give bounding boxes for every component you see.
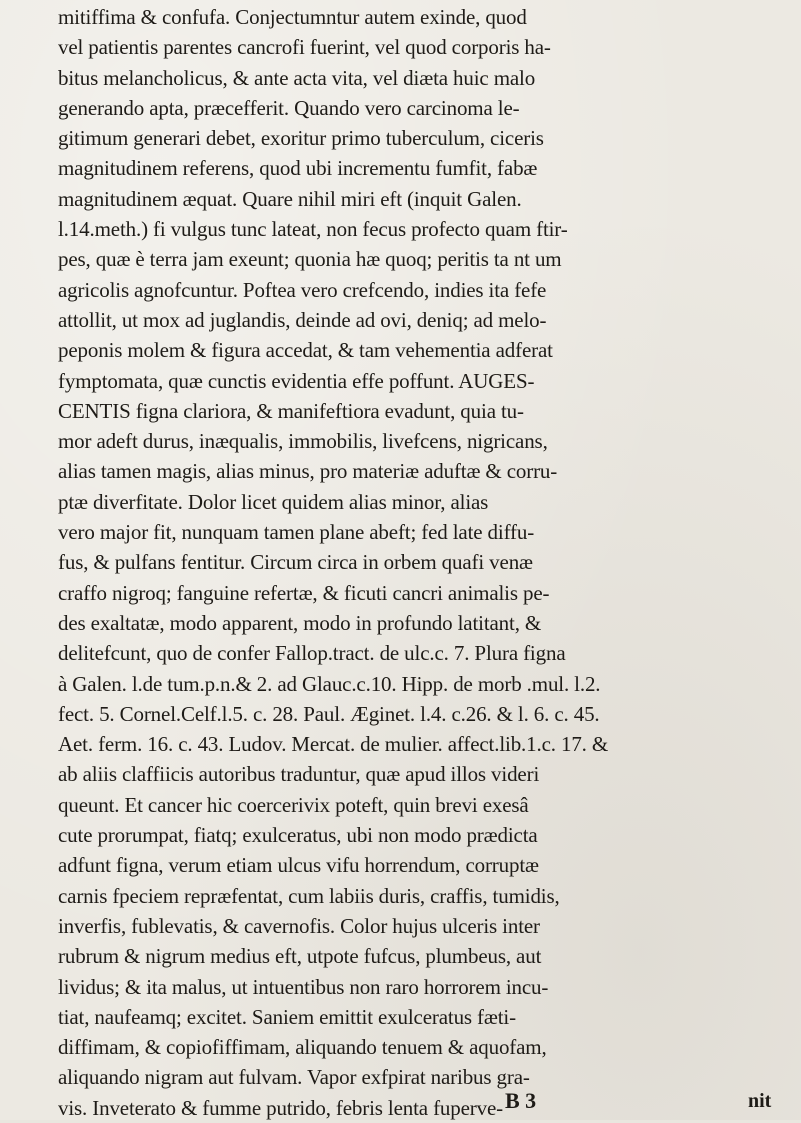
text-line: ptæ diverfitate. Dolor licet quidem alias minor, alias [58,489,489,514]
text-line: vis. Inveterato & fumme putrido, febris lenta fuperve- [58,1095,503,1120]
text-line: adfunt figna, verum etiam ulcus vifu horrendum, corruptæ [58,853,539,878]
text-line: craffo nigroq; fanguine refertæ, & ficuti cancri animalis pe- [58,580,550,605]
page-footer [0,1088,801,1118]
text-line: mor adeft durus, inæqualis, immobilis, livefcens, nigricans, [58,429,548,454]
text-line: Aet. ferm. 16. c. 43. Ludov. Mercat. de mulier. affect.lib.1.c. 17. & [58,732,609,757]
text-line: fymptomata, quæ cunctis evidentia effe poffunt. AUGES- [58,368,535,393]
text-line: attollit, ut mox ad juglandis, deinde ad ovi, deniq; ad melo- [58,307,547,332]
text-line: l.14.meth.) fi vulgus tunc lateat, non fecus profecto quam ftir- [58,217,568,242]
text-line: fect. 5. Cornel.Celf.l.5. c. 28. Paul. Æginet. l.4. c.26. & l. 6. c. 45. [58,701,600,726]
body-text [58,2,796,1123]
text-line: mitiffima & confufa. Conjectumntur autem exinde, quod [58,5,527,29]
signature-mark: B 3 [505,1088,537,1113]
text-line: tiat, naufeamq; excitet. Saniem emittit exulceratus fæti- [58,1004,516,1029]
text-line: aliquando nigram aut fulvam. Vapor exfpirat naribus gra- [58,1065,530,1090]
text-line: vero major fit, nunquam tamen plane abeft; fed late diffu- [58,520,535,545]
text-line: lividus; & ita malus, ut intuentibus non raro horrorem incu- [58,974,549,999]
text-line: rubrum & nigrum medius eft, utpote fufcus, plumbeus, aut [58,944,542,969]
text-line: diffimam, & copiofiffimam, aliquando tenuem & aquofam, [58,1035,547,1060]
text-line: à Galen. l.de tum.p.n.& 2. ad Glauc.c.10. Hipp. de morb .mul. l.2. [58,671,601,696]
text-line: magnitudinem æquat. Quare nihil miri eft (inquit Galen. [58,186,522,211]
text-line: generando apta, præcefferit. Quando vero carcinoma le- [58,95,520,120]
text-line: vel patientis parentes cancrofi fuerint, vel quod corporis ha- [58,35,551,60]
text-line: alias tamen magis, alias minus, pro materiæ aduftæ & corru- [58,459,558,484]
text-line: CENTIS figna clariora, & manifeftiora evadunt, quia tu- [58,398,524,423]
text-line: cute prorumpat, fiatq; exulceratus, ubi non modo prædicta [58,823,538,848]
text-line: fus, & pulfans fentitur. Circum circa in orbem quafi venæ [58,550,533,575]
text-line: carnis fpeciem repræfentat, cum labiis duris, craffis, tumidis, [58,883,560,908]
text-line: inverfis, fublevatis, & cavernofis. Color hujus ulceris inter [58,913,540,938]
text-line: queunt. Et cancer hic coercerivix poteft, quin brevi exesâ [58,792,529,817]
text-line: pes, quæ è terra jam exeunt; quonia hæ quoq; peritis ta nt um [58,247,562,272]
text-line: bitus melancholicus, & ante acta vita, vel diæta huic malo [58,65,536,90]
text-line: agricolis agnofcuntur. Poftea vero crefcendo, indies ita fefe [58,277,547,302]
catchword: nit [748,1090,772,1112]
text-line: magnitudinem referens, quod ubi incrementu fumfit, fabæ [58,156,538,181]
text-line: peponis molem & figura accedat, & tam vehementia adferat [58,338,553,363]
text-line: ab aliis claffiicis autoribus traduntur, quæ apud illos videri [58,762,540,787]
text-line: delitefcunt, quo de confer Fallop.tract. de ulc.c. 7. Plura figna [58,641,566,666]
text-line: des exaltatæ, modo apparent, modo in profundo latitant, & [58,610,542,635]
text-line: gitimum generari debet, exoritur primo tuberculum, ciceris [58,126,544,151]
